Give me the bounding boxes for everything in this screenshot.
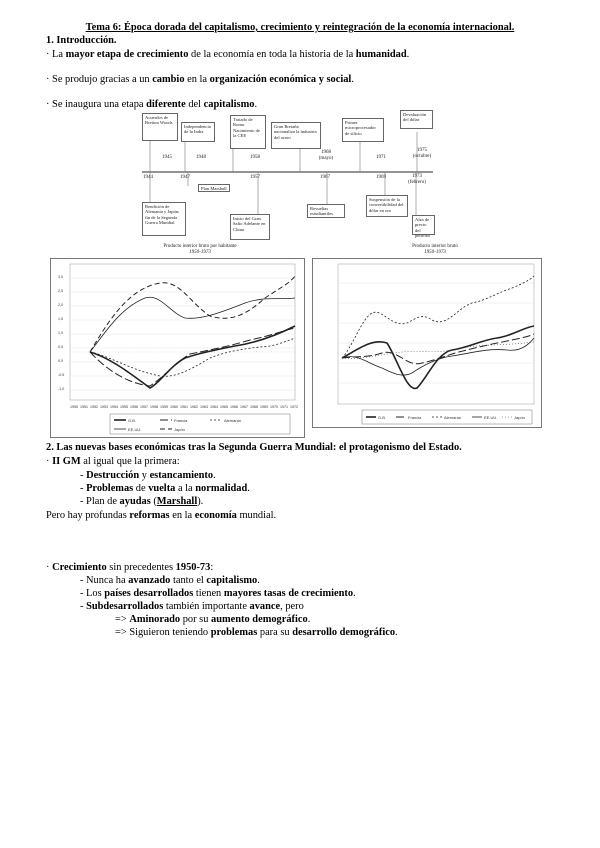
x-tick: 1957 (140, 405, 148, 409)
x-tick: 1961 (180, 405, 188, 409)
timeline-year: 1975 (octubre) (412, 148, 432, 159)
timeline-year: 1968 (mayo) (318, 150, 334, 161)
reformas-line: Pero hay profundas reformas en la economía mundial. (46, 510, 277, 521)
x-tick: 1969 (260, 405, 268, 409)
gm-item-3: - Plan de ayudas (Marshall). (80, 496, 204, 507)
arrow-item-1: => Aminorado por su aumento demográfico. (115, 614, 311, 625)
legend-label: EE.UU. (128, 427, 142, 432)
legend-label: Alemania (224, 418, 241, 423)
y-tick: -0,5 (58, 373, 65, 377)
x-tick: 1951 (80, 405, 88, 409)
right-chart (312, 258, 542, 428)
timeline-year: 1944 (143, 175, 153, 180)
gm-line: · II GM al igual que la primera: (46, 456, 180, 467)
x-tick: 1952 (90, 405, 98, 409)
timeline-figure (140, 110, 435, 240)
y-tick: 3,0 (58, 275, 63, 279)
x-tick: 1965 (220, 405, 228, 409)
timeline-box-india: Independencia de la India (181, 122, 215, 142)
timeline-box-gran-salto: Inicio del Gran Salto Adelante en China (230, 214, 270, 240)
legend-label: Japón (174, 427, 185, 432)
y-tick: 0,0 (58, 359, 63, 363)
x-tick: 1954 (110, 405, 118, 409)
left-chart-title: Producto interior bruto por habitante (163, 244, 237, 249)
x-tick: 1958 (150, 405, 158, 409)
y-tick: 1,0 (58, 331, 63, 335)
timeline-year: 1971 (376, 155, 386, 160)
y-tick: 0,5 (58, 345, 63, 349)
crecimiento-item-2: - Los países desarrollados tienen mayores tasas de crecimiento. (80, 588, 356, 599)
x-tick: 1956 (130, 405, 138, 409)
timeline-year: 1957 (250, 175, 260, 180)
y-tick: 2,5 (58, 289, 63, 293)
x-tick: 1971 (280, 405, 288, 409)
crecimiento-line: · Crecimiento sin precedentes 1950-73: (46, 562, 214, 573)
intro-bullet-3: · Se inaugura una etapa diferente del capitalismo. (46, 99, 258, 110)
timeline-box-plan-marshall: Plan Marshall (198, 184, 230, 192)
x-tick: 1950 (70, 405, 78, 409)
timeline-year: 1973 (febrero) (408, 174, 426, 185)
x-tick: 1968 (250, 405, 258, 409)
x-tick: 1963 (200, 405, 208, 409)
y-tick: 1,5 (58, 317, 63, 321)
timeline-year: 1967 (320, 175, 330, 180)
legend-label: Alemania (444, 415, 461, 420)
timeline-box-roma: Tratado de Roma. Nacimiento de la CEE (230, 115, 266, 149)
right-chart-subtitle: 1950-1973 (424, 250, 446, 255)
timeline-box-petroleo: Alza de precio del petróleo (412, 215, 435, 235)
crecimiento-item-3: - Subdesarrollados también importante avance, pero (80, 601, 304, 612)
gm-item-2: - Problemas de vuelta a la normalidad. (80, 483, 250, 494)
x-tick: 1966 (230, 405, 238, 409)
timeline-year: 1969 (376, 175, 386, 180)
section-1-heading: 1. Introducción. (46, 35, 117, 46)
timeline-box-microprocesador: Primer microprocesador de silicio (342, 118, 384, 142)
left-chart-x-ticks (70, 405, 298, 409)
x-tick: 1955 (120, 405, 128, 409)
gm-item-1: - Destrucción y estancamiento. (80, 470, 216, 481)
timeline-box-acero: Gran Bretaña nacionaliza la industria del acero (271, 122, 321, 149)
section-2-heading: 2. Las nuevas bases económicas tras la Segunda Guerra Mundial: el protagonismo del Estado. (46, 442, 462, 453)
x-tick: 1953 (100, 405, 108, 409)
legend-label: G.B. (378, 415, 387, 420)
left-chart (50, 258, 305, 438)
timeline-box-revueltas: Revueltas estudiantiles (307, 204, 345, 218)
legend-label: Japón (514, 415, 525, 420)
y-tick: -1,0 (58, 387, 65, 391)
right-chart-title: Producto interior bruto (412, 244, 458, 249)
timeline-year: 1948 (196, 155, 206, 160)
legend-label: Francia (174, 418, 188, 423)
x-tick: 1960 (170, 405, 178, 409)
x-tick: 1970 (270, 405, 278, 409)
legend-label: EE.UU. (484, 415, 498, 420)
legend-label: G.B. (128, 418, 137, 423)
document-title: Tema 6: Época dorada del capitalismo, crecimiento y reintegración de la economía internacional. (85, 22, 515, 33)
x-tick: 1962 (190, 405, 198, 409)
x-tick: 1967 (240, 405, 248, 409)
timeline-box-bretton-woods: Acuerdos de Bretton Woods (142, 113, 178, 141)
timeline-box-convertibilidad: Suspensión de la convertibilidad del dólar en oro (366, 195, 408, 217)
timeline-box-rendicion: Rendición de Alemania y Japón; fin de la Segunda Guerra Mundial (142, 202, 186, 236)
timeline-year: 1958 (250, 155, 260, 160)
timeline-box-devaluacion: Devaluación del dólar (400, 110, 433, 129)
intro-bullet-1: · La mayor etapa de crecimiento de la economía en toda la historia de la humanidad. (46, 49, 410, 60)
crecimiento-item-1: - Nunca ha avanzado tanto el capitalismo. (80, 575, 260, 586)
arrow-item-2: => Siguieron teniendo problemas para su desarrollo demográfico. (115, 627, 398, 638)
y-tick: 2,0 (58, 303, 63, 307)
x-tick: 1964 (210, 405, 218, 409)
x-tick: 1972 (290, 405, 298, 409)
left-chart-subtitle: 1950-1973 (189, 250, 211, 255)
intro-bullet-2: · Se produjo gracias a un cambio en la organización económica y social. (46, 74, 354, 85)
timeline-year: 1945 (162, 155, 172, 160)
legend-label: Francia (408, 415, 422, 420)
x-tick: 1959 (160, 405, 168, 409)
timeline-year: 1947 (180, 175, 190, 180)
